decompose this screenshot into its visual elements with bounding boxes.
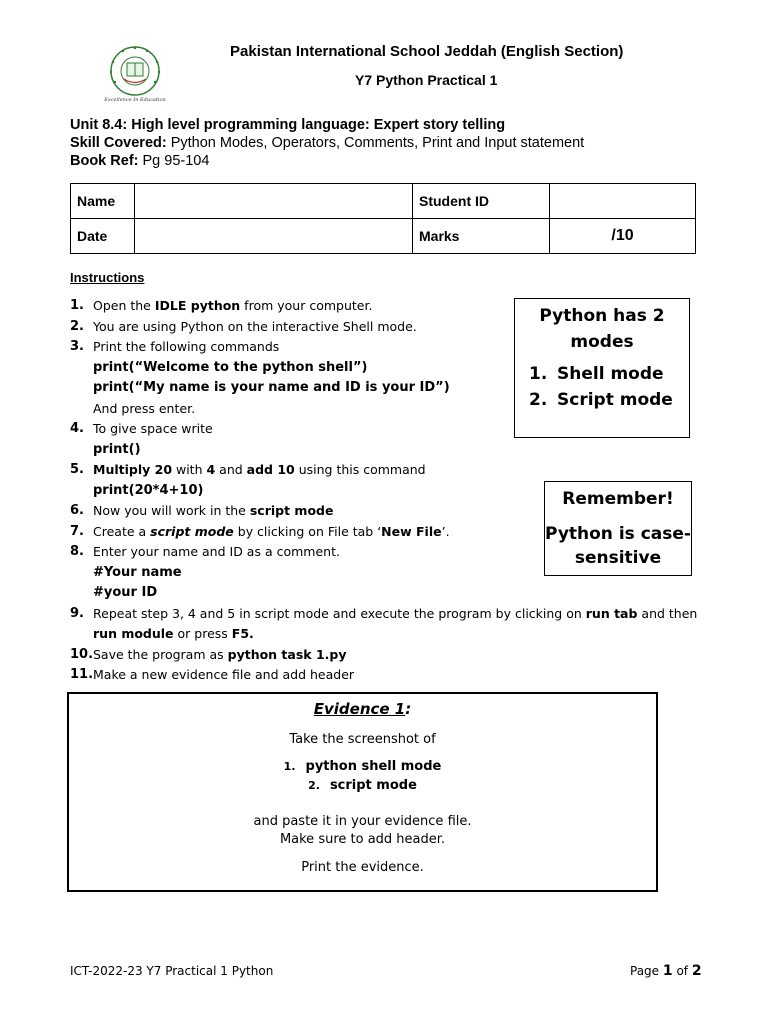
list-item: 5. Multiply 20 with 4 and add 10 using this command print(20*4+10): [70, 460, 710, 501]
remember-title: Remember!: [562, 489, 674, 509]
evidence-line: and paste it in your evidence file.: [253, 814, 472, 829]
name-field[interactable]: [135, 184, 413, 219]
marks-label: Marks: [413, 219, 550, 254]
skill-label: Skill Covered:: [70, 135, 167, 151]
modes-list: [515, 361, 689, 413]
date-field[interactable]: [135, 219, 413, 254]
list-item: 7. Create a script mode by clicking on File tab ‘New File’.: [70, 523, 450, 539]
book-label: Book Ref:: [70, 153, 139, 169]
school-logo: [98, 42, 172, 104]
marks-value: /10: [550, 219, 696, 254]
list-item: 2. script mode: [308, 778, 417, 793]
code-line: print(“My name is your name and ID is your ID”): [93, 380, 450, 395]
list-item: 9. Repeat step 3, 4 and 5 in script mode and execute the program by clicking on run tab and then run module or press F5.: [70, 605, 698, 641]
evidence-intro: Take the screenshot of: [289, 732, 436, 747]
remember-text: Python is case-sensitive: [545, 524, 691, 568]
list-item: 8. Enter your name and ID as a comment. #Your name #your ID: [70, 542, 710, 604]
book-value: Pg 95-104: [138, 153, 210, 169]
evidence-list: [69, 757, 656, 795]
evidence-line: Make sure to add header.: [279, 832, 446, 847]
list-item: 11. Make a new evidence file and add header: [70, 667, 355, 682]
logo-motto: Excellence In Education: [104, 97, 166, 103]
skill-value: Python Modes, Operators, Comments, Print and Input statement: [166, 135, 585, 151]
page-number: Page 1 of 2: [630, 963, 702, 979]
code-line: #Your name: [93, 564, 182, 580]
modes-box-title: Python has 2 modes: [539, 306, 665, 352]
remember-box: [544, 481, 692, 576]
student-id-field[interactable]: [550, 184, 696, 219]
instructions-title: Instructions: [70, 270, 145, 285]
list-item: 2. You are using Python on the interactive Shell mode.: [70, 318, 417, 334]
unit-title: Unit 8.4: High level programming language: Expert story telling: [70, 117, 506, 133]
student-info-table: [70, 183, 696, 254]
code-line: print(): [93, 441, 141, 457]
list-item: 3. Print the following commands print(“Welcome to the python shell”) print(“My name is your name and ID is your ID”) And press enter.: [70, 337, 710, 419]
footer-left: ICT-2022-23 Y7 Practical 1 Python: [70, 964, 274, 978]
list-item: 6. Now you will work in the script mode: [70, 503, 334, 518]
code-line: #your ID: [93, 585, 158, 600]
evidence-line: Print the evidence.: [301, 860, 424, 875]
list-item: 1. python shell mode: [283, 759, 442, 774]
list-item: 4. To give space write print(): [70, 419, 710, 460]
list-item: 1. Open the IDLE python from your computer.: [70, 298, 373, 313]
evidence-box: [67, 692, 658, 892]
code-line: print(“Welcome to the python shell”): [93, 359, 368, 375]
code-line: print(20*4+10): [93, 482, 204, 498]
date-label: Date: [71, 219, 135, 254]
list-item: 10. Save the program as python task 1.py: [70, 646, 347, 662]
evidence-heading: Evidence 1:: [313, 700, 412, 718]
practical-title: Y7 Python Practical 1: [355, 72, 498, 88]
list-item: 2. Script mode: [529, 390, 673, 410]
school-name: Pakistan International School Jeddah (English Section): [230, 43, 624, 60]
unit-info: [70, 116, 584, 170]
python-modes-box: [514, 298, 690, 438]
list-item: 1. Shell mode: [529, 364, 664, 384]
student-id-label: Student ID: [413, 184, 550, 219]
name-label: Name: [71, 184, 135, 219]
